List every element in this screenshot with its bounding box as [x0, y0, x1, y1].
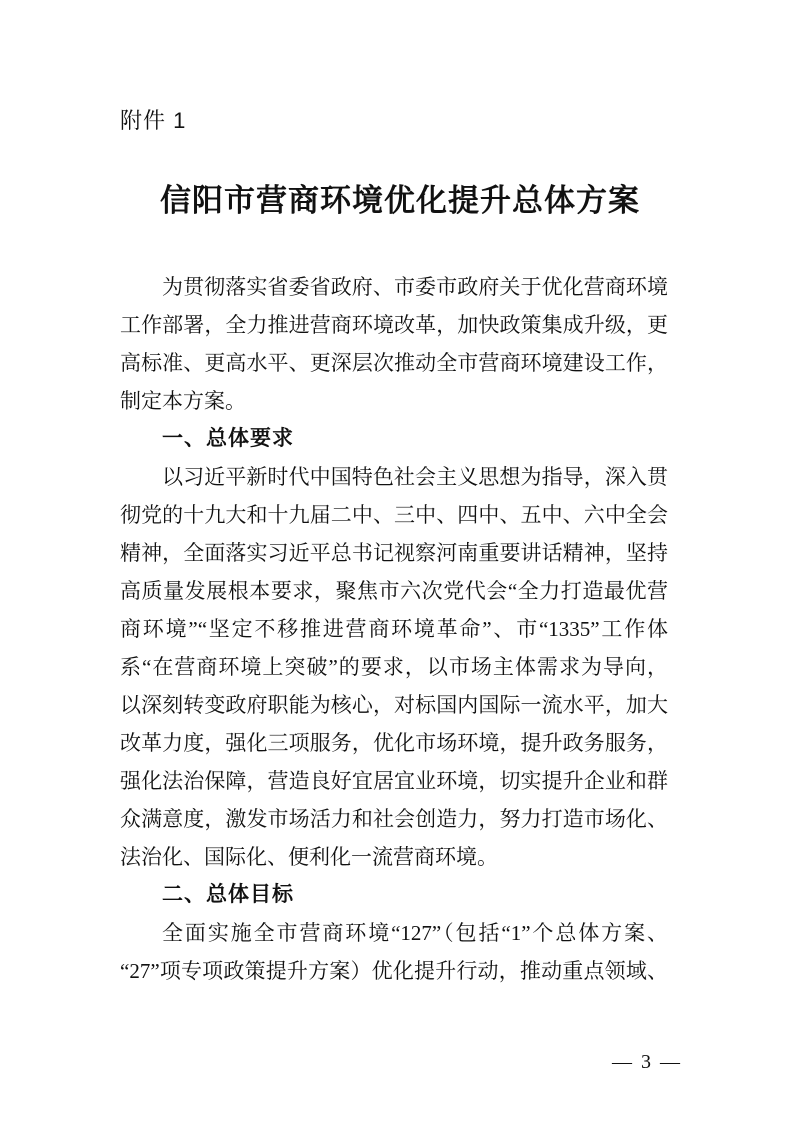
text-line: 法治化、国际化、便利化一流营商环境。 [120, 845, 498, 869]
text-line: 商环境”“坚定不移推进营商环境革命”、市“1335”工作体 [120, 617, 668, 641]
text-line: 为贯彻落实省委省政府、市委市政府关于优化营商环境 [162, 275, 668, 299]
text-line: 制定本方案。 [120, 389, 246, 413]
text-line: 工作部署，全力推进营商环境改革，加快政策集成升级，更 [120, 313, 668, 337]
text-line: 强化法治保障，营造良好宜居宜业环境，切实提升企业和群 [120, 769, 668, 793]
text-line: 彻党的十九大和十九届二中、三中、四中、五中、六中全会 [120, 503, 668, 527]
text-line: 精神，全面落实习近平总书记视察河南重要讲话精神，坚持 [120, 541, 668, 565]
text-line: “27”项专项政策提升方案）优化提升行动，推动重点领域、 [120, 959, 668, 983]
text-line: 全面实施全市营商环境“127”（包括“1”个总体方案、 [162, 921, 668, 945]
page-number: — 3 — [612, 1051, 682, 1073]
document-body [120, 268, 668, 990]
attachment-label: 附件 1 [120, 108, 187, 133]
page-title: 信阳市营商环境优化提升总体方案 [160, 183, 640, 218]
section-heading: 一、总体要求 [162, 427, 294, 450]
text-line: 高标准、更高水平、更深层次推动全市营商环境建设工作， [120, 351, 668, 375]
text-line: 众满意度，激发市场活力和社会创造力，努力打造市场化、 [120, 807, 668, 831]
text-line: 改革力度，强化三项服务，优化市场环境，提升政务服务， [120, 731, 668, 755]
section-heading: 二、总体目标 [162, 883, 294, 906]
text-line: 系“在营商环境上突破”的要求，以市场主体需求为导向， [120, 655, 668, 679]
text-line: 以深刻转变政府职能为核心，对标国内国际一流水平，加大 [120, 693, 668, 717]
text-line: 高质量发展根本要求，聚焦市六次党代会“全力打造最优营 [120, 579, 668, 603]
text-line: 以习近平新时代中国特色社会主义思想为指导，深入贯 [162, 465, 668, 489]
